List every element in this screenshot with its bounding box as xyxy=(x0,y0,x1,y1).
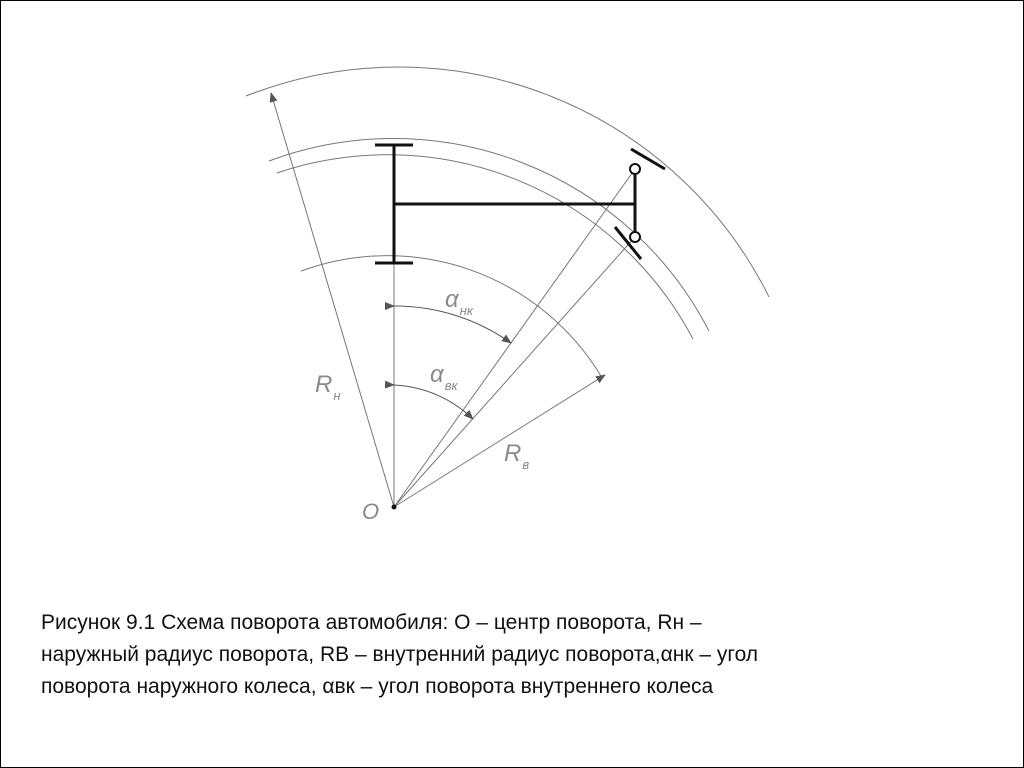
track-arc-outer xyxy=(269,138,709,331)
inner-kingpin xyxy=(630,232,640,242)
caption-line-1: Рисунок 9.1 Схема поворота автомобиля: О – центр поворота, Rн – xyxy=(41,611,702,634)
turn-center-point xyxy=(392,505,397,510)
inner-wheel-angle-arc xyxy=(394,385,473,419)
center-label: O xyxy=(362,499,380,524)
caption-line-2: наружный радиус поворота, RВ – внутренний радиус поворота,αнк – угол xyxy=(41,643,759,666)
caption-line-3: поворота наружного колеса, αвк – угол поворота внутреннего колеса xyxy=(41,675,714,698)
outer-kingpin xyxy=(630,164,640,174)
turning-diagram xyxy=(1,1,1024,601)
inner-path-arc xyxy=(301,256,601,376)
outer-path-arc xyxy=(246,67,769,297)
outer-wheel-angle-label: $\alpha_{нк}$ xyxy=(445,286,473,318)
outer-radius-label: $R_н$ xyxy=(315,371,341,403)
inner-wheel-angle-label: $\alpha_{вк}$ xyxy=(430,361,458,393)
vehicle-schematic xyxy=(375,145,665,263)
inner-radius-label: $R_в$ xyxy=(504,440,530,472)
inner-radius-line xyxy=(394,375,605,507)
figure-caption xyxy=(41,607,941,703)
